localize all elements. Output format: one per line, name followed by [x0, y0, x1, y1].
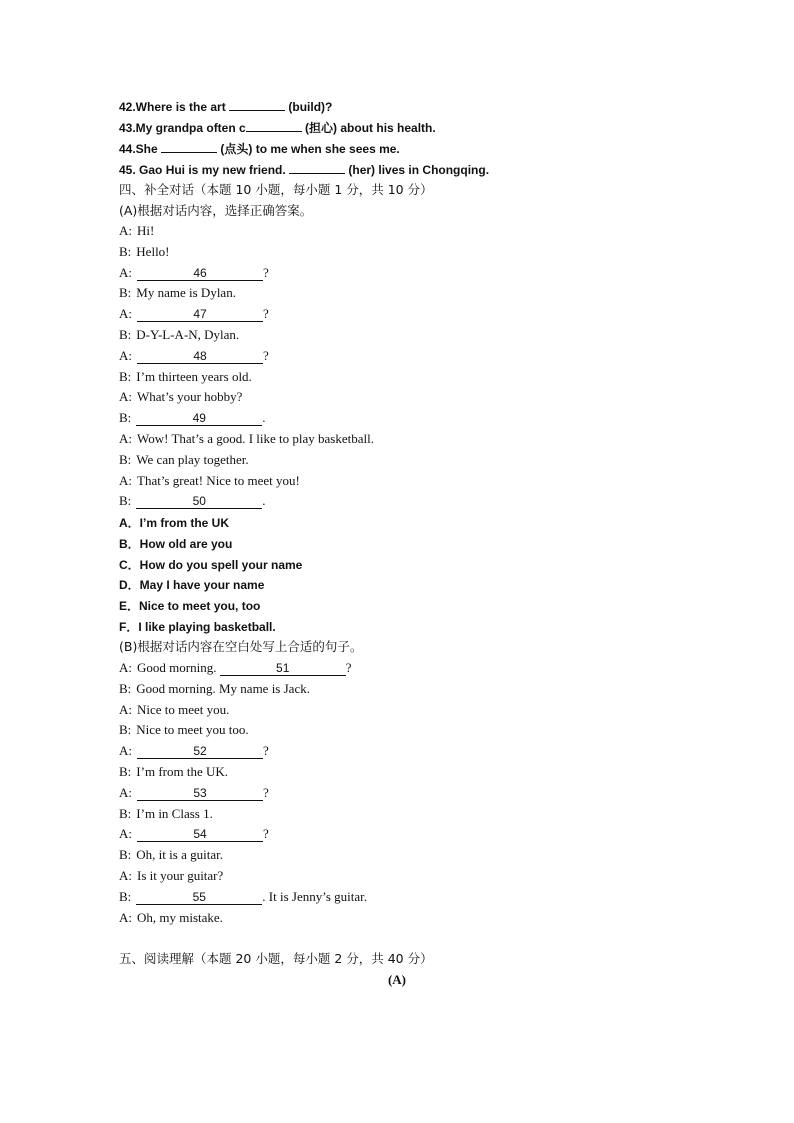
question-45-hint: (her) lives in Chongqing.	[345, 163, 490, 177]
dialogue-ending: ?	[263, 347, 269, 363]
option-item: D．May I have your name	[119, 578, 265, 593]
question-45-text: 45. Gao Hui is my new friend.	[119, 163, 290, 177]
dialogue-line	[119, 825, 269, 843]
speaker-label: B:	[119, 285, 132, 301]
dialogue-line	[119, 784, 269, 802]
dialogue-ending: ?	[263, 743, 269, 759]
speaker-label: B:	[119, 493, 132, 509]
dialogue-line	[119, 409, 266, 427]
speaker-label: A:	[119, 660, 132, 675]
speaker-label: A:	[119, 784, 132, 800]
dialogue-line	[119, 264, 269, 282]
dialogue-text: Wow! That’s a good. I like to play basketball.	[137, 431, 374, 446]
dialogue-text: What’s your hobby?	[137, 389, 243, 405]
answer-blank[interactable]	[246, 118, 302, 132]
dialogue-text: Oh, my mistake.	[137, 909, 223, 925]
dialogue-prefix: Good morning.	[137, 660, 220, 675]
speaker-label: B:	[119, 243, 132, 259]
question-44	[119, 139, 400, 158]
speaker-label: B:	[119, 722, 132, 738]
speaker-label: B:	[119, 847, 132, 863]
dialogue-ending: .	[262, 410, 266, 426]
dialogue-ending: ?	[345, 660, 352, 675]
dialogue-line	[119, 243, 170, 261]
speaker-label: A:	[119, 701, 132, 717]
question-42-hint: (build)?	[285, 100, 333, 114]
dialogue-text: I’m from the UK.	[136, 764, 228, 779]
dialogue-line	[119, 742, 269, 760]
speaker-label: A:	[119, 868, 132, 883]
dialogue-text: My name is Dylan.	[136, 285, 236, 301]
question-42	[119, 97, 332, 116]
answer-blank-48[interactable]: 48	[137, 349, 263, 364]
dialogue-ending: .	[262, 493, 266, 509]
dialogue-line	[119, 472, 300, 490]
dialogue-line	[119, 305, 269, 323]
dialogue-line	[119, 701, 229, 719]
answer-blank-51[interactable]: 51	[220, 661, 346, 676]
speaker-label: A:	[119, 389, 132, 405]
option-item: E．Nice to meet you, too	[119, 599, 261, 614]
dialogue-text: Nice to meet you too.	[136, 722, 249, 738]
dialogue-text: Hello!	[136, 243, 170, 259]
speaker-label: B:	[119, 680, 132, 696]
question-45	[119, 160, 489, 179]
option-item: A．I’m from the UK	[119, 516, 230, 530]
dialogue-line	[119, 326, 239, 344]
question-43-text: 43.My grandpa often c	[119, 121, 246, 135]
speaker-label: B:	[119, 327, 132, 342]
dialogue-line	[119, 846, 223, 864]
dialogue-text: D-Y-L-A-N, Dylan.	[136, 327, 240, 342]
dialogue-text: Is it your guitar?	[137, 868, 224, 883]
answer-blank-54[interactable]: 54	[137, 827, 263, 842]
dialogue-line	[119, 805, 213, 823]
answer-blank-50[interactable]: 50	[136, 494, 262, 509]
section-5-title: 五、阅读理解（本题 20 小题，每小题 2 分，共 40 分）	[119, 951, 433, 966]
answer-blank[interactable]	[161, 139, 217, 153]
answer-blank[interactable]	[289, 160, 345, 174]
question-43	[119, 118, 436, 137]
dialogue-line	[119, 909, 223, 927]
speaker-label: A:	[119, 743, 132, 759]
question-44-hint: (点头) to me when she sees me.	[217, 142, 400, 156]
answer-blank-52[interactable]: 52	[137, 744, 263, 759]
answer-blank-46[interactable]: 46	[137, 266, 263, 281]
part-b-title: (B)根据对话内容在空白处写上合适的句子。	[119, 639, 363, 654]
answer-blank-47[interactable]: 47	[137, 307, 263, 322]
dialogue-line	[119, 763, 228, 781]
question-43-hint: (担心) about his health.	[301, 121, 436, 135]
question-44-text: 44.She	[119, 142, 162, 156]
dialogue-text: Oh, it is a guitar.	[136, 847, 223, 863]
dialogue-line	[119, 659, 351, 677]
answer-blank-55[interactable]: 55	[136, 890, 262, 905]
speaker-label: A:	[119, 264, 132, 280]
speaker-label: B:	[119, 805, 132, 821]
speaker-label: A:	[119, 909, 132, 925]
answer-blank-49[interactable]: 49	[136, 411, 262, 426]
dialogue-line	[119, 388, 242, 406]
dialogue-text: I’m thirteen years old.	[136, 368, 252, 384]
answer-blank-53[interactable]: 53	[137, 786, 263, 801]
dialogue-text: Hi!	[137, 223, 155, 238]
speaker-label: A:	[119, 431, 132, 446]
dialogue-line	[119, 492, 266, 510]
dialogue-line	[119, 222, 154, 240]
speaker-label: A:	[119, 472, 132, 488]
dialogue-line	[119, 284, 236, 302]
dialogue-line	[119, 888, 367, 906]
speaker-label: B:	[119, 410, 132, 426]
speaker-label: B:	[119, 764, 132, 779]
answer-blank[interactable]	[229, 97, 285, 111]
dialogue-text: That’s great! Nice to meet you!	[137, 472, 300, 488]
dialogue-line	[119, 867, 223, 885]
option-item: F．I like playing basketball.	[119, 620, 276, 634]
dialogue-ending: ?	[263, 264, 269, 280]
passage-label: (A)	[387, 972, 407, 987]
option-item: C．How do you spell your name	[119, 557, 303, 572]
speaker-label: B:	[119, 451, 132, 467]
speaker-label: A:	[119, 223, 132, 238]
section-4-title: 四、补全对话（本题 10 小题，每小题 1 分，共 10 分）	[119, 182, 433, 197]
dialogue-text: Nice to meet you.	[137, 701, 230, 717]
dialogue-line	[119, 680, 310, 698]
question-42-text: 42.Where is the art	[119, 100, 230, 114]
dialogue-ending: ?	[263, 784, 269, 800]
dialogue-ending: . It is Jenny’s guitar.	[262, 888, 368, 904]
speaker-label: B:	[119, 888, 132, 904]
part-a-title: (A)根据对话内容，选择正确答案。	[119, 203, 313, 218]
dialogue-ending: ?	[263, 826, 269, 842]
dialogue-line	[119, 347, 269, 365]
dialogue-line	[119, 368, 252, 386]
speaker-label: A:	[119, 826, 132, 842]
dialogue-text: Good morning. My name is Jack.	[136, 680, 310, 696]
speaker-label: A:	[119, 306, 132, 322]
dialogue-ending: ?	[263, 306, 269, 322]
dialogue-line	[119, 451, 249, 469]
dialogue-line	[119, 721, 249, 739]
dialogue-text: I’m in Class 1.	[136, 805, 213, 821]
speaker-label: A:	[119, 347, 132, 363]
dialogue-text: We can play together.	[136, 451, 249, 467]
dialogue-line	[119, 430, 374, 448]
speaker-label: B:	[119, 368, 132, 384]
option-item: B．How old are you	[119, 536, 233, 551]
